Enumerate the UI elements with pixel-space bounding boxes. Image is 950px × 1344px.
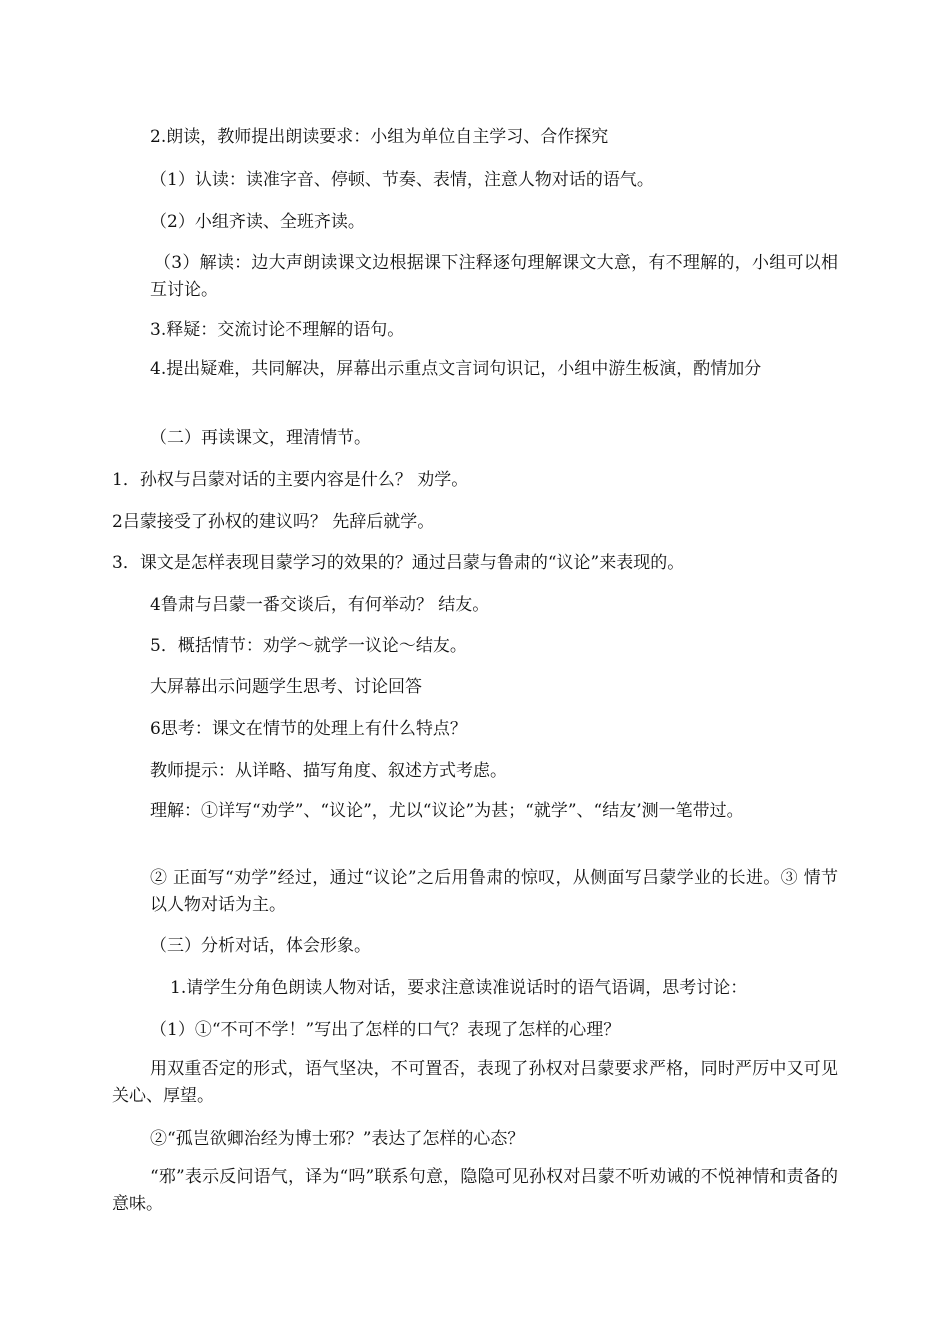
paragraph-interpretation: （3）解读：边大声朗读课文边根据课下注释逐句理解课文大意，有不理解的，小组可以相互讨论。 — [150, 253, 838, 300]
paragraph-role-reading: 1.请学生分角色朗读人物对话，要求注意读准说话时的语气语调，思考讨论： — [170, 978, 748, 998]
paragraph-question-2: 2吕蒙接受了孙权的建议吗？ 先辞后就学。 — [112, 512, 435, 532]
paragraph-understanding-2: ② 正面写“劝学”经过，通过“议论”之后用鲁肃的惊叹，从侧面写吕蒙学业的长进。③ 情节以人物对话为主。 — [150, 868, 838, 915]
section-heading-analyze-dialogue: （三）分析对话，体会形象。 — [150, 936, 371, 956]
paragraph-recognize-reading: （1）认读：读准字音、停顿、节奏、表情，注意人物对话的语气。 — [150, 170, 654, 190]
paragraph-question-4: 4鲁肃与吕蒙一番交谈后，有何举动？ 结友。 — [150, 595, 490, 615]
paragraph-dialogue-answer-1: 用双重否定的形式，语气坚决，不可置否，表现了孙权对吕蒙要求严格，同时严厉中又可见关心、厚望。 — [112, 1059, 838, 1106]
paragraph-understanding: 理解：①详写“劝学”、“议论”，尤以“议论”为甚；“就学”、“结友’测一笔带过。 — [150, 801, 744, 821]
paragraph-teacher-hint: 教师提示：从详略、描写角度、叙述方式考虑。 — [150, 761, 507, 781]
paragraph-reading-requirement: 2.朗读，教师提出朗读要求：小组为单位自主学习、合作探究 — [150, 127, 609, 147]
paragraph-solve-problems: 4.提出疑难，共同解决，屏幕出示重点文言词句识记，小组中游生板演，酌情加分 — [150, 359, 762, 379]
paragraph-summarize-plot: 5．概括情节：劝学～就学一议论～结友。 — [150, 636, 467, 656]
paragraph-question-3: 3．课文是怎样表现目蒙学习的效果的？通过吕蒙与鲁肃的“议论”来表现的。 — [112, 553, 685, 573]
section-heading-reread: （二）再读课文，理清情节。 — [150, 428, 371, 448]
paragraph-think-question: 6思考：课文在情节的处理上有什么特点？ — [150, 719, 467, 739]
paragraph-dialogue-question-1: （1）①“不可不学！”写出了怎样的口气？表现了怎样的心理？ — [150, 1020, 621, 1040]
paragraph-group-reading: （2）小组齐读、全班齐读。 — [150, 212, 365, 232]
paragraph-clarify-doubts: 3.释疑：交流讨论不理解的语句。 — [150, 320, 405, 340]
paragraph-dialogue-answer-2: “邪”表示反问语气，译为“吗”联系句意，隐隐可见孙权对吕蒙不听劝诫的不悦神情和责备的意味。 — [112, 1167, 838, 1214]
paragraph-screen-questions: 大屏幕出示问题学生思考、讨论回答 — [150, 677, 422, 697]
paragraph-dialogue-question-2: ②“孤岂欲卿治经为博士邪？”表达了怎样的心态？ — [150, 1129, 525, 1149]
paragraph-question-1: 1．孙权与吕蒙对话的主要内容是什么？ 劝学。 — [112, 470, 469, 490]
